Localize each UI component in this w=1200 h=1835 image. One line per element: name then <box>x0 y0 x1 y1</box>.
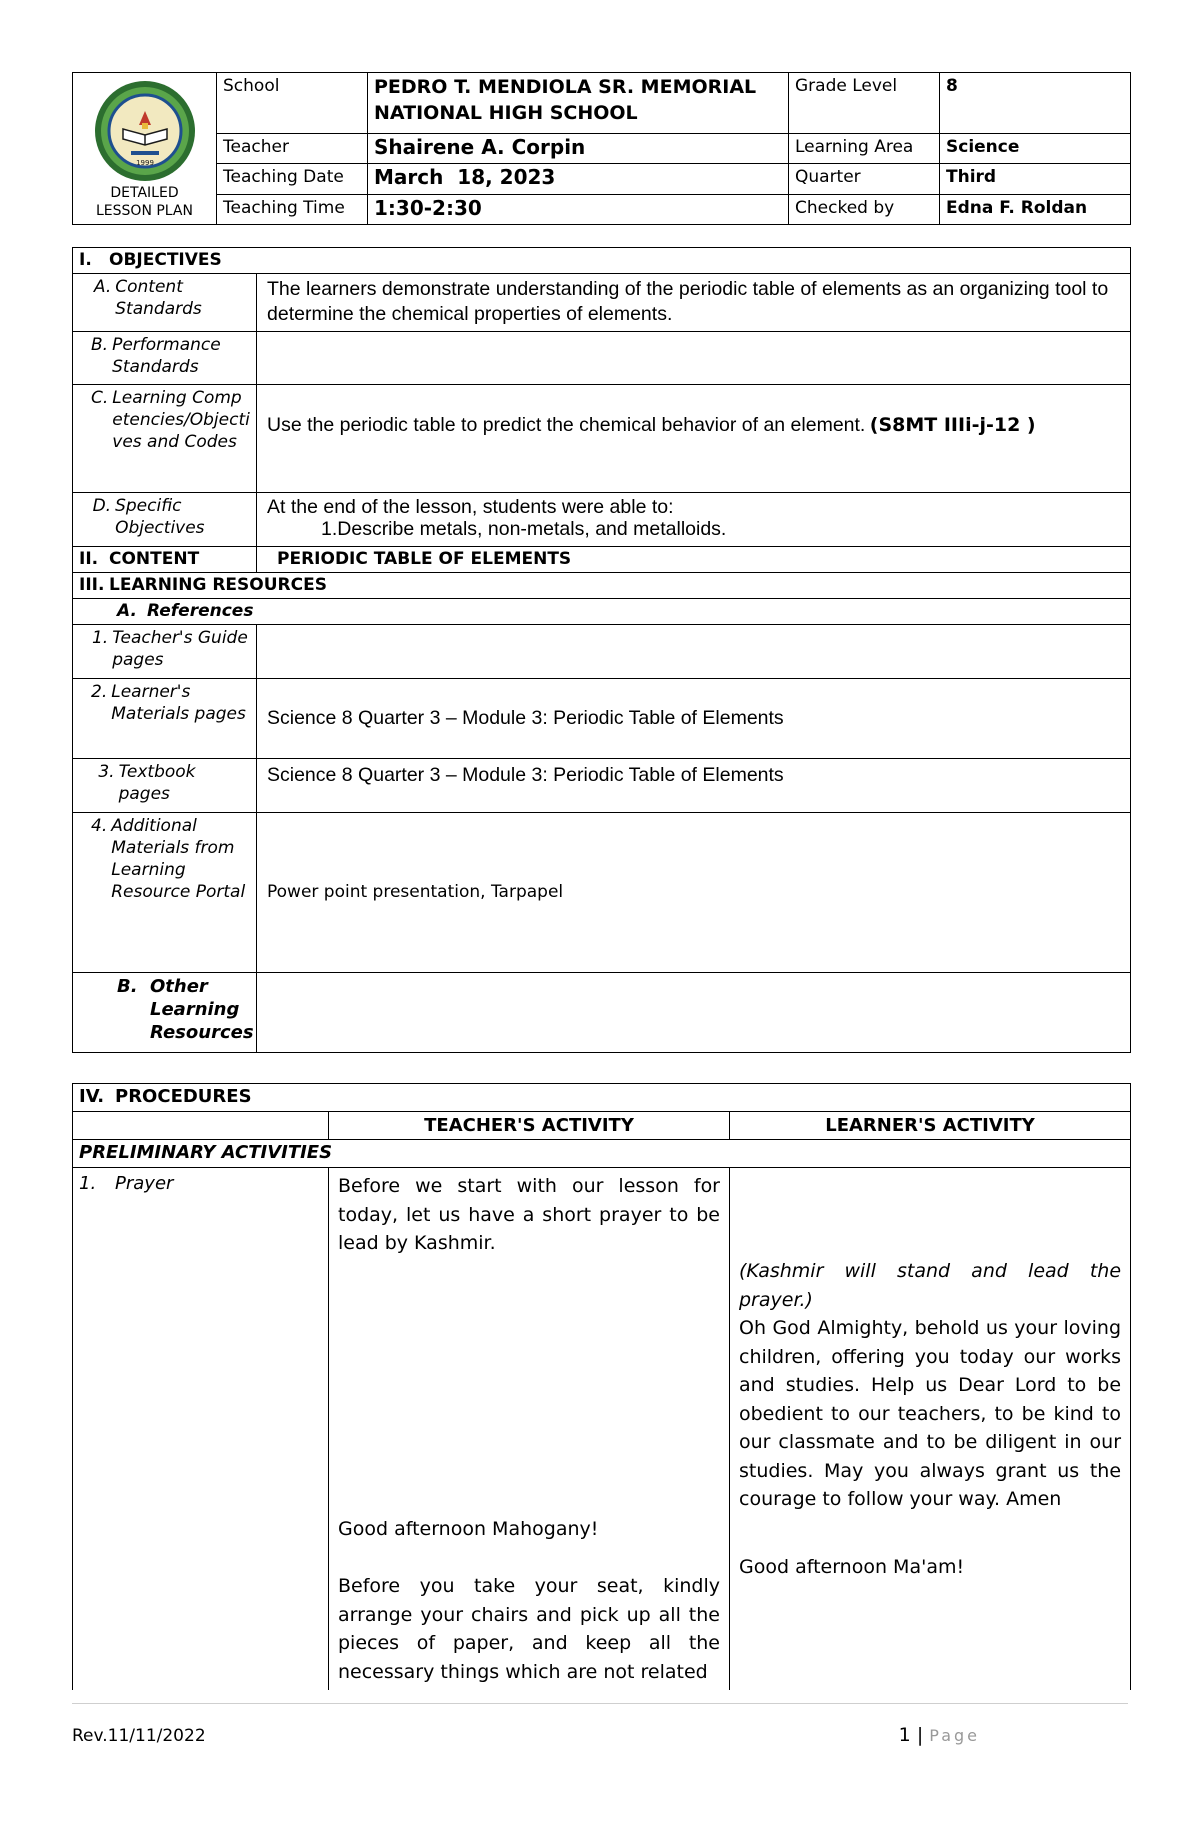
item-label: Content Standards <box>115 277 202 320</box>
textbook-label <box>73 758 257 812</box>
learning-competencies-value <box>257 384 1131 492</box>
header-table <box>72 72 1131 225</box>
objectives-heading <box>73 248 1131 274</box>
learner-activity-header: LEARNER'S ACTIVITY <box>730 1112 1131 1140</box>
item-number: 3. <box>98 761 115 782</box>
step-label: Prayer <box>115 1173 174 1195</box>
other-resources-label <box>73 972 257 1052</box>
content-heading-num: II. <box>79 548 99 569</box>
references-heading <box>73 598 1131 624</box>
content-heading <box>73 546 257 572</box>
value-teacher: Shairene A. Corpin <box>368 133 789 163</box>
item-letter: B. <box>91 334 109 355</box>
other-resources-value <box>257 972 1131 1052</box>
item-letter: B. <box>117 975 138 997</box>
step-number: 1. <box>79 1173 97 1195</box>
item-label: Teacher's Guide pages <box>112 627 248 670</box>
competency-text: Use the periodic table to predict the chemical behavior of an element. <box>267 413 866 436</box>
learners-materials-label <box>73 678 257 758</box>
references-label: References <box>147 600 254 621</box>
procedures-heading <box>73 1084 1131 1112</box>
procedures-heading-num: IV. <box>79 1086 105 1107</box>
item-label: Specific Objectives <box>115 495 205 538</box>
label-grade-level: Grade Level <box>789 73 940 134</box>
label-quarter: Quarter <box>789 164 940 194</box>
learner-activity-cell <box>730 1168 1131 1691</box>
lesson-plan-table <box>72 247 1131 1053</box>
value-grade-level: 8 <box>940 73 1131 134</box>
item-number: 4. <box>91 815 108 836</box>
additional-materials-value: Power point presentation, Tarpapel <box>257 812 1131 972</box>
specific-objectives-value <box>257 492 1131 546</box>
value-learning-area: Science <box>940 133 1131 163</box>
learner-greeting: Good afternoon Ma'am! <box>739 1555 965 1578</box>
item-label: Learner's Materials pages <box>111 681 246 724</box>
item-letter: A. <box>93 277 112 297</box>
value-teaching-date: March 18, 2023 <box>368 164 789 194</box>
resources-heading <box>73 572 1131 598</box>
teacher-activity-header: TEACHER'S ACTIVITY <box>329 1112 730 1140</box>
school-seal-icon <box>93 79 197 183</box>
label-teaching-time: Teaching Time <box>217 194 368 225</box>
page-footer <box>72 1703 1128 1746</box>
page-number-value: 1 <box>898 1724 911 1746</box>
page-word: Page <box>929 1726 980 1745</box>
value-quarter: Third <box>940 164 1131 194</box>
value-checked-by: Edna F. Roldan <box>940 194 1131 225</box>
learning-competencies-label <box>73 384 257 492</box>
teacher-greeting: Good afternoon Mahogany! <box>338 1517 599 1540</box>
objectives-heading-num: I. <box>79 250 92 270</box>
objectives-heading-text: OBJECTIVES <box>109 250 222 270</box>
item-number: 2. <box>91 681 108 702</box>
item-letter: D. <box>92 495 112 516</box>
content-heading-text: CONTENT <box>109 548 200 569</box>
item-number: 1. <box>91 627 109 648</box>
learners-materials-value: Science 8 Quarter 3 – Module 3: Periodic Table of Elements <box>257 678 1131 758</box>
content-standards-value: The learners demonstrate understanding of the periodic table of elements as an organizing tool to determine the chemical properties of elements. <box>257 274 1131 332</box>
item-label: Textbook pages <box>118 761 196 804</box>
specific-objectives-intro: At the end of the lesson, students were able to: <box>267 495 674 518</box>
label-teaching-date: Teaching Date <box>217 164 368 194</box>
performance-standards-value <box>257 331 1131 384</box>
procedures-blank-header <box>73 1112 329 1140</box>
item-letter: C. <box>91 387 109 408</box>
references-letter: A. <box>117 600 137 621</box>
item-label: Additional Materials from Learning Resource Portal <box>111 815 246 902</box>
content-value: PERIODIC TABLE OF ELEMENTS <box>257 546 1131 572</box>
logo-caption: DETAILED LESSON PLAN <box>96 185 193 220</box>
step-prayer-label <box>73 1168 329 1691</box>
learner-prayer-note: (Kashmir will stand and lead the prayer.) <box>739 1260 1122 1311</box>
content-standards-label <box>73 274 257 332</box>
label-checked-by: Checked by <box>789 194 940 225</box>
preliminary-activities-heading: PRELIMINARY ACTIVITIES <box>73 1140 1131 1168</box>
item-label: Other Learning Resources <box>150 975 254 1044</box>
specific-objective-1: 1.Describe metals, non-metals, and metalloids. <box>321 518 727 541</box>
specific-objectives-label <box>73 492 257 546</box>
label-teacher: Teacher <box>217 133 368 163</box>
label-learning-area: Learning Area <box>789 133 940 163</box>
teacher-instructions: Before you take your seat, kindly arrange your chairs and pick up all the pieces of paper, and keep all the necessary things which are not related <box>338 1575 720 1683</box>
logo-cell <box>73 73 217 225</box>
learner-prayer-text: Oh God Almighty, behold us your loving children, offering you today our works and studies. Help us Dear Lord to be obedient to our teachers, to be kind to our classmate and to be diligent in our studies. May you always grant us the courage to follow your way. Amen <box>739 1317 1122 1511</box>
resources-heading-num: III. <box>79 574 105 595</box>
svg-text:1999: 1999 <box>135 159 154 167</box>
competency-code: (S8MT IIIi-j-12 ) <box>869 413 1036 436</box>
page-number <box>899 1724 980 1746</box>
procedures-heading-text: PROCEDURES <box>115 1086 252 1107</box>
additional-materials-label <box>73 812 257 972</box>
performance-standards-label <box>73 331 257 384</box>
procedures-table <box>72 1083 1131 1690</box>
item-label: Learning Competencies/Objectives and Codes <box>112 387 250 452</box>
page-separator: | <box>916 1724 924 1746</box>
item-label: Performance Standards <box>112 334 221 377</box>
revision-date: Rev.11/11/2022 <box>72 1726 206 1746</box>
textbook-value: Science 8 Quarter 3 – Module 3: Periodic Table of Elements <box>257 758 1131 812</box>
resources-heading-text: LEARNING RESOURCES <box>109 574 327 595</box>
teachers-guide-label <box>73 624 257 678</box>
value-school: PEDRO T. MENDIOLA SR. MEMORIAL NATIONAL HIGH SCHOOL <box>368 73 789 134</box>
teachers-guide-value <box>257 624 1131 678</box>
teacher-prayer-intro: Before we start with our lesson for today, let us have a short prayer to be lead by Kashmir. <box>338 1175 720 1255</box>
teacher-activity-cell <box>329 1168 730 1691</box>
value-teaching-time: 1:30-2:30 <box>368 194 789 225</box>
label-school: School <box>217 73 368 134</box>
